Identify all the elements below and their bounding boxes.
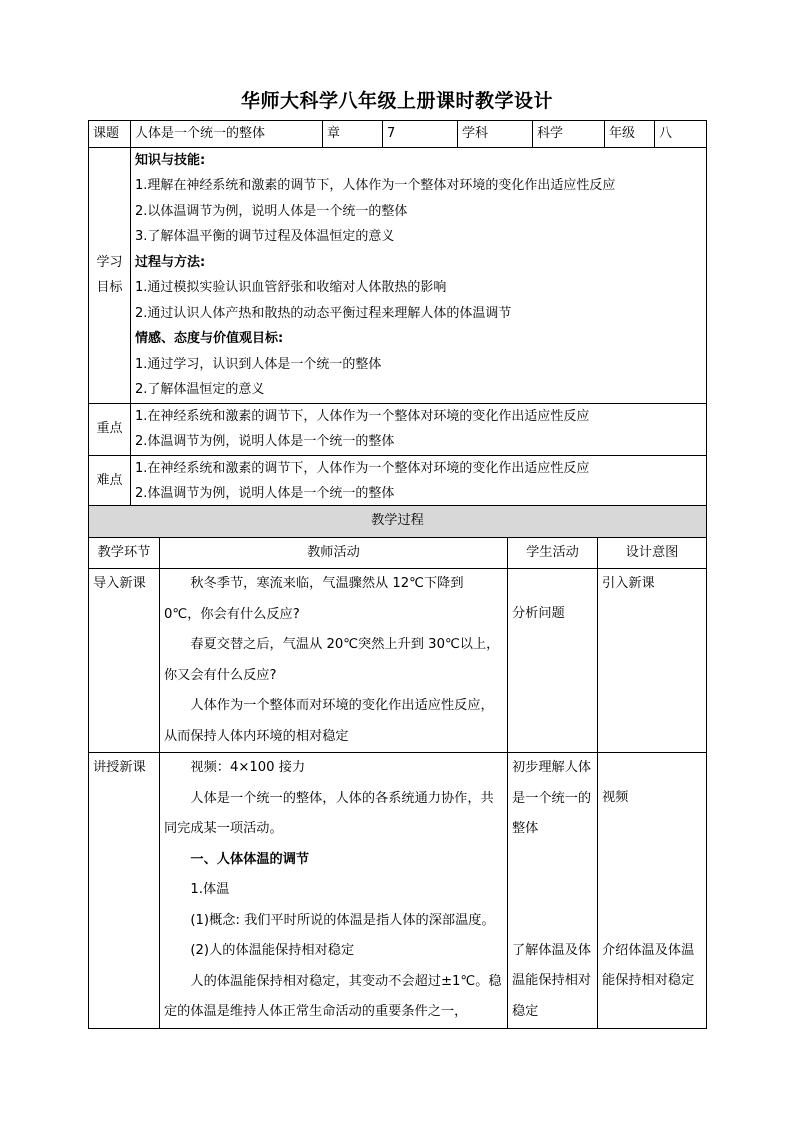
objective-heading: 过程与方法: <box>135 254 206 270</box>
intro-stage: 导入新课 <box>89 569 160 753</box>
objective-item: 2.以体温调节为例，说明人体是一个统一的整体 <box>135 203 408 219</box>
key-points-content <box>131 403 707 455</box>
intro-row <box>89 569 707 753</box>
header-intent: 设计意图 <box>598 537 707 569</box>
key-point-item: 1.在神经系统和激素的调节下，人体作为一个整体对环境的变化作出适应性反应 <box>135 408 590 424</box>
process-title-row <box>89 506 707 538</box>
grade-value: 八 <box>655 121 707 148</box>
header-student: 学生活动 <box>508 537 598 569</box>
lecture-student <box>508 753 598 1029</box>
objective-item: 1.通过学习，认识到人体是一个统一的整体 <box>135 356 382 372</box>
difficulty-item: 2.体温调节为例，说明人体是一个统一的整体 <box>135 486 395 501</box>
lecture-paragraph: (2)人的体温能保持相对稳定 <box>190 943 355 958</box>
objectives-row <box>89 147 707 403</box>
lecture-intent-text: 视频 <box>602 790 629 805</box>
intro-paragraph: 人体作为一个整体而对环境的变化作出适应性反应，从而保持人体内环境的相对稳定 <box>164 698 494 744</box>
topic-label: 课题 <box>89 121 131 148</box>
objective-heading: 知识与技能: <box>135 152 206 168</box>
chapter-label: 章 <box>323 121 383 148</box>
difficulties-label: 难点 <box>89 455 131 507</box>
lecture-row <box>89 753 707 1029</box>
topic-value: 人体是一个统一的整体 <box>131 121 323 148</box>
subject-value: 科学 <box>533 121 605 148</box>
intro-intent: 引入新课 <box>598 569 707 753</box>
lecture-intent <box>598 753 707 1029</box>
key-point-item: 2.体温调节为例，说明人体是一个统一的整体 <box>135 434 395 449</box>
objectives-content <box>131 147 707 403</box>
lecture-paragraph: 人体是一个统一的整体，人体的各系统通力协作，共同完成某一项活动。 <box>164 790 494 836</box>
objective-item: 1.理解在神经系统和激素的调节下，人体作为一个整体对环境的变化作出适应性反应 <box>135 178 616 193</box>
lecture-teacher <box>160 753 508 1029</box>
objectives-label: 学习 目标 <box>89 147 131 403</box>
process-title: 教学过程 <box>89 506 707 538</box>
objective-item: 1.通过模拟实验认识血管舒张和收缩对人体散热的影响 <box>135 280 447 295</box>
intro-paragraph: 秋冬季节，寒流来临，气温骤然从 12℃下降到 0℃，你会有什么反应? <box>164 576 464 622</box>
subject-label: 学科 <box>458 121 533 148</box>
teaching-process-table <box>88 505 707 1029</box>
lecture-paragraph: 视频：4×100 接力 <box>190 760 306 775</box>
lesson-info-table <box>88 120 707 508</box>
info-row <box>89 121 707 148</box>
process-header-row <box>89 537 707 569</box>
lecture-student-text: 初步理解人体是一个统一的整体 <box>512 760 592 836</box>
objective-item: 2.通过认识人体产热和散热的动态平衡过程来理解人体的体温调节 <box>135 305 512 321</box>
page-title: 华师大科学八年级上册课时教学设计 <box>240 90 553 112</box>
lecture-paragraph: 1.体温 <box>190 882 230 897</box>
intro-teacher <box>160 569 508 753</box>
lecture-paragraph: (1)概念: 我们平时所说的体温是指人体的深部温度。 <box>190 912 495 928</box>
header-stage: 教学环节 <box>89 537 160 569</box>
lecture-stage: 讲授新课 <box>89 753 160 1029</box>
lecture-intent-text: 介绍体温及体温能保持相对稳定 <box>602 942 695 988</box>
key-points-row <box>89 403 707 455</box>
lecture-student-text: 了解体温及体温能保持相对稳定 <box>512 942 592 1019</box>
difficulties-row <box>89 455 707 507</box>
intro-student <box>508 569 598 753</box>
key-points-label: 重点 <box>89 403 131 455</box>
difficulty-item: 1.在神经系统和激素的调节下，人体作为一个整体对环境的变化作出适应性反应 <box>135 460 590 476</box>
objective-item: 3.了解体温平衡的调节过程及体温恒定的意义 <box>135 229 395 244</box>
objective-heading: 情感、态度与价值观目标: <box>135 331 284 346</box>
grade-label: 年级 <box>605 121 655 148</box>
intro-paragraph: 春夏交替之后，气温从 20℃突然上升到 30℃以上，你又会有什么反应? <box>164 637 500 683</box>
lecture-heading: 一、人体体温的调节 <box>190 851 310 867</box>
lecture-paragraph: 人的体温能保持相对稳定，其变动不会超过±1℃。稳定的体温是维持人体正常生命活动的重要条件之一， <box>164 973 502 1019</box>
objective-item: 2.了解体温恒定的意义 <box>135 382 265 397</box>
difficulties-content <box>131 455 707 507</box>
header-teacher: 教师活动 <box>160 537 508 569</box>
intro-student-text: 分析问题 <box>512 606 565 621</box>
chapter-value: 7 <box>383 121 458 148</box>
